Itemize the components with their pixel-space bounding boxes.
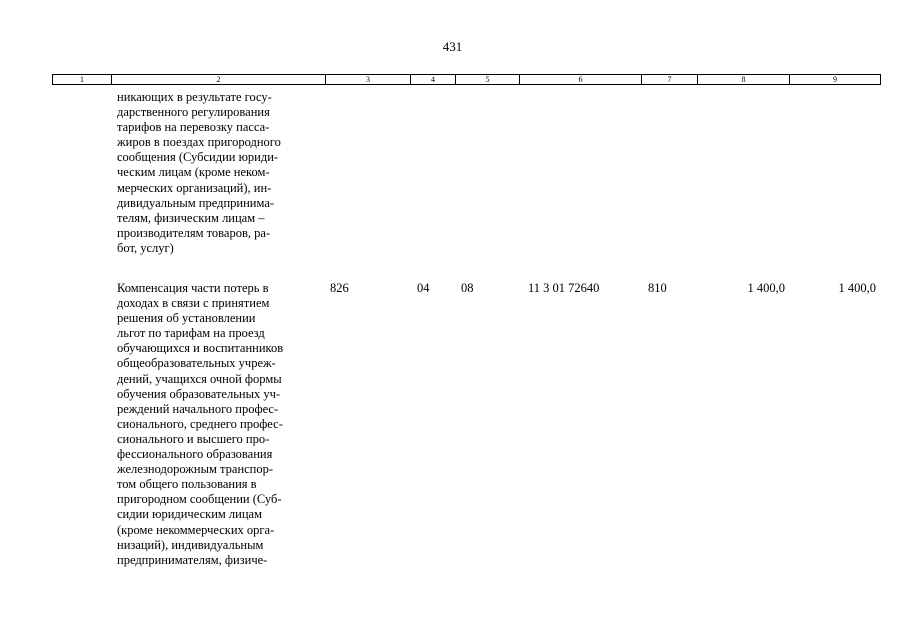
column-number-9: 9 [790,75,881,85]
description-line: мерческих организаций), ин- [117,180,272,195]
description-line: бот, услуг) [117,240,174,255]
description-line: низаций), индивидуальным [117,537,264,552]
description-line: реждений начального профес- [117,401,279,416]
description-line: сообщения (Субсидии юриди- [117,150,279,165]
amount-column-9: 1 400,0 [838,281,876,295]
column-number-7: 7 [642,75,698,85]
column-number-3: 3 [326,75,411,85]
description-line: (кроме некоммерческих орга- [117,522,275,537]
amount-column-8: 1 400,0 [747,281,785,295]
row-description-compensation [117,281,332,568]
description-line: телям, физическим лицам – [117,210,265,225]
expense-type-code: 810 [648,281,667,295]
description-line: тарифов на перевозку пасса- [117,120,270,135]
description-line: железнодорожным транспор- [117,462,274,477]
section-code: 04 [417,281,430,295]
description-line: льгот по тарифам на проезд [117,326,265,341]
description-line: жиров в поездах пригородного [117,135,281,150]
description-line: пригородном сообщении (Суб- [117,492,282,507]
target-article-code: 11 3 01 72640 [528,281,600,295]
column-number-8: 8 [698,75,790,85]
description-line: Компенсация части потерь в [117,281,269,295]
column-number-1: 1 [53,75,112,85]
description-line: дарственного регулирования [117,105,270,120]
column-number-2: 2 [112,75,326,85]
description-line: ческим лицам (кроме неком- [117,165,270,180]
description-line: обучения образовательных уч- [117,386,281,401]
description-line: сидии юридическим лицам [117,507,262,522]
description-line: доходах в связи с принятием [117,296,270,311]
description-line: общеобразовательных учреж- [117,356,276,371]
description-line: обучающихся и воспитанников [117,341,284,356]
subsection-code: 08 [461,281,474,295]
column-number-5: 5 [456,75,520,85]
column-number-header [52,74,881,85]
description-line: дивидуальным предпринима- [117,195,275,210]
description-line: дений, учащихся очной формы [117,371,282,386]
description-line: производителям товаров, ра- [117,225,271,240]
description-line: сионального, среднего профес- [117,416,283,431]
description-line: фессионального образования [117,447,273,462]
column-number-6: 6 [520,75,642,85]
page-number: 431 [442,39,463,54]
column-number-4: 4 [411,75,456,85]
description-line: решения об установлении [117,311,256,326]
description-line: том общего пользования в [117,477,257,492]
description-line: сионального и высшего про- [117,431,270,446]
row-description-continued [117,90,332,256]
ministry-code: 826 [330,281,349,295]
description-line: предпринимателям, физиче- [117,552,268,567]
description-line: никающих в результате госу- [117,90,272,104]
